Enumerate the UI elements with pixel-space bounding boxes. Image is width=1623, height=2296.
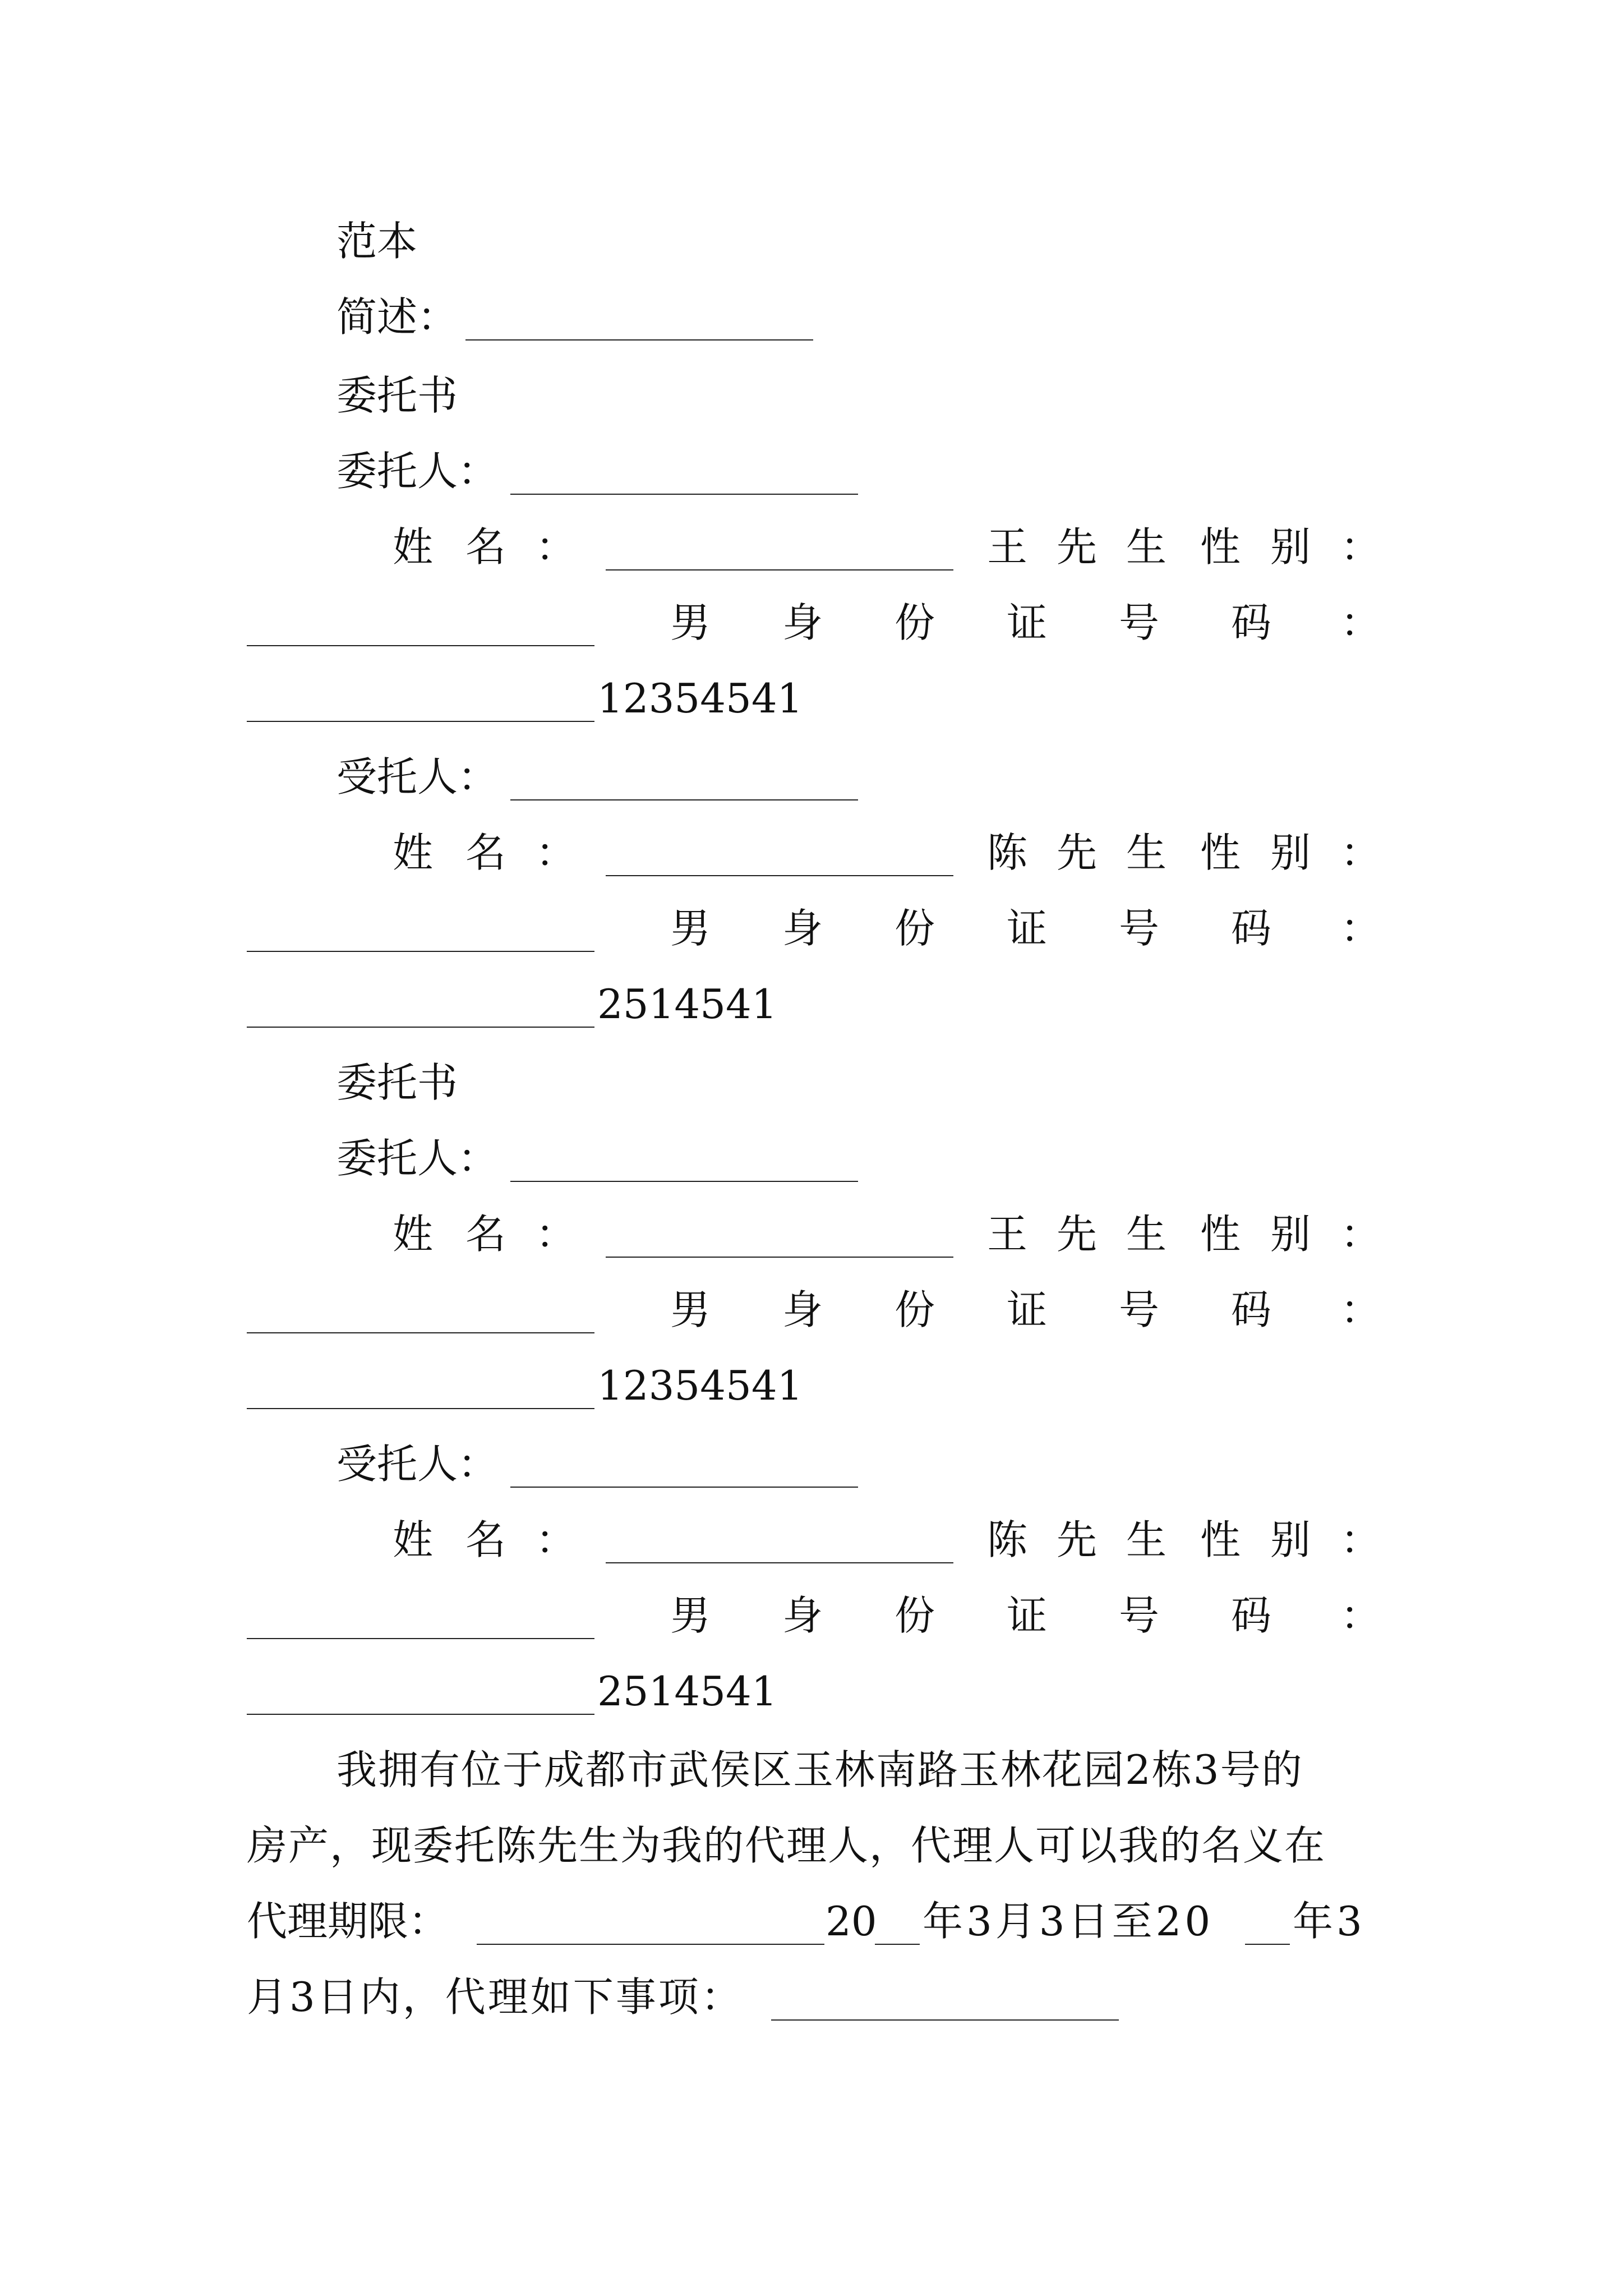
id-char-4: 号 (1119, 1286, 1160, 1333)
principal-label: 委托人： (336, 1135, 499, 1182)
agent-id: 2514541 (597, 1668, 777, 1715)
year-end-blank[interactable] (1245, 1944, 1290, 1945)
principal-id-line (0, 668, 1623, 729)
name-colon: ： (536, 1211, 577, 1258)
agent-name-line (0, 1509, 1623, 1571)
name-char-1: 姓 (393, 829, 434, 876)
agent-line (0, 746, 1623, 808)
gender-char-2: 别 (1270, 523, 1311, 570)
section-title: 委托书 (336, 372, 458, 419)
date-range-text: 年3月3日至20 (923, 1898, 1214, 1945)
id-colon: ： (1340, 1286, 1381, 1333)
principal-gender-blank[interactable] (247, 645, 594, 646)
principal-line (0, 1128, 1623, 1189)
id-char-5: 码 (1231, 905, 1272, 952)
principal-blank[interactable] (510, 1181, 858, 1182)
id-char-3: 证 (1007, 905, 1048, 952)
name-char-1: 姓 (393, 1211, 434, 1258)
section-title: 委托书 (336, 1059, 458, 1106)
gender-char-1: 性 (1200, 523, 1241, 570)
principal-name-blank[interactable] (606, 1257, 953, 1258)
body-line-1 (0, 1739, 1623, 1801)
agent-name: 陈先生 (987, 1516, 1196, 1563)
principal-name-blank[interactable] (606, 569, 953, 570)
agent-blank[interactable] (510, 799, 858, 800)
id-char-5: 码 (1231, 599, 1272, 646)
id-char-2: 份 (895, 905, 935, 952)
id-colon: ： (1340, 905, 1381, 952)
principal-id-blank[interactable] (247, 721, 594, 722)
body-line-4 (0, 1966, 1623, 2028)
period-blank[interactable] (477, 1944, 824, 1945)
gender-colon: ： (1340, 1516, 1381, 1563)
agent-label: 受托人： (336, 1441, 499, 1488)
agent-id-line (0, 1660, 1623, 1722)
agent-gender-blank[interactable] (247, 951, 594, 952)
principal-line (0, 440, 1623, 502)
summary-label: 简述： (336, 293, 458, 341)
gender-char-1: 性 (1200, 1516, 1241, 1563)
principal-gender: 男 (670, 1286, 711, 1333)
agent-label: 受托人： (336, 753, 499, 800)
principal-gender-blank[interactable] (247, 1332, 594, 1333)
id-char-4: 号 (1119, 905, 1160, 952)
name-char-2: 名 (465, 829, 506, 876)
gender-char-2: 别 (1270, 1516, 1311, 1563)
matters-blank[interactable] (771, 2019, 1119, 2021)
agent-id: 2514541 (597, 981, 777, 1028)
summary-blank[interactable] (465, 339, 813, 341)
gender-char-1: 性 (1200, 1211, 1241, 1258)
id-char-1: 身 (782, 599, 823, 646)
id-colon: ： (1340, 599, 1381, 646)
id-char-3: 证 (1007, 1592, 1048, 1639)
agent-gender: 男 (670, 1592, 711, 1639)
period-label: 代理期限： (247, 1898, 449, 1945)
section-title-line (0, 365, 1623, 426)
gender-char-1: 性 (1200, 829, 1241, 876)
principal-blank[interactable] (510, 494, 858, 495)
principal-label: 委托人： (336, 448, 499, 495)
name-colon: ： (536, 829, 577, 876)
agent-name-blank[interactable] (606, 875, 953, 876)
principal-gender: 男 (670, 599, 711, 646)
agent-name: 陈先生 (987, 829, 1196, 876)
body-text-4: 月3日内，代理如下事项： (247, 1973, 744, 2021)
id-char-1: 身 (782, 1286, 823, 1333)
principal-id: 12354541 (597, 675, 803, 722)
agent-gender-blank[interactable] (247, 1638, 594, 1639)
id-char-1: 身 (782, 905, 823, 952)
agent-gender-id-line (0, 1585, 1623, 1646)
agent-line (0, 1433, 1623, 1495)
document-heading: 范本 (336, 218, 418, 265)
id-char-1: 身 (782, 1592, 823, 1639)
gender-colon: ： (1340, 523, 1381, 570)
id-char-5: 码 (1231, 1592, 1272, 1639)
year-prefix-start: 20 (826, 1898, 877, 1945)
year-start-blank[interactable] (875, 1944, 920, 1945)
agent-id-line (0, 973, 1623, 1035)
summary-line (0, 286, 1623, 348)
agent-gender: 男 (670, 905, 711, 952)
id-char-4: 号 (1119, 599, 1160, 646)
id-char-3: 证 (1007, 1286, 1048, 1333)
name-colon: ： (536, 523, 577, 570)
body-line-3 (0, 1890, 1623, 1952)
name-char-1: 姓 (393, 1516, 434, 1563)
agent-gender-id-line (0, 898, 1623, 959)
name-char-1: 姓 (393, 523, 434, 570)
principal-id-line (0, 1355, 1623, 1416)
name-colon: ： (536, 1516, 577, 1563)
id-char-2: 份 (895, 599, 935, 646)
principal-name-line (0, 516, 1623, 578)
gender-char-2: 别 (1270, 1211, 1311, 1258)
principal-name: 王先生 (987, 523, 1196, 570)
id-char-5: 码 (1231, 1286, 1272, 1333)
gender-colon: ： (1340, 829, 1381, 876)
section-title-line (0, 1052, 1623, 1114)
heading-line (0, 210, 1623, 272)
agent-id-blank[interactable] (247, 1714, 594, 1715)
name-char-2: 名 (465, 1516, 506, 1563)
name-char-2: 名 (465, 1211, 506, 1258)
id-char-2: 份 (895, 1286, 935, 1333)
gender-colon: ： (1340, 1211, 1381, 1258)
id-char-4: 号 (1119, 1592, 1160, 1639)
agent-name-line (0, 822, 1623, 884)
body-text-2: 房产，现委托陈先生为我的代理人，代理人可以我的名义在 (247, 1822, 1326, 1869)
id-char-3: 证 (1007, 599, 1048, 646)
body-text-1: 我拥有位于成都市武侯区玉林南路玉林花园2栋3号的 (336, 1746, 1303, 1793)
agent-blank[interactable] (510, 1487, 858, 1488)
principal-name-line (0, 1203, 1623, 1265)
id-char-2: 份 (895, 1592, 935, 1639)
gender-char-2: 别 (1270, 829, 1311, 876)
agent-id-blank[interactable] (247, 1027, 594, 1028)
agent-name-blank[interactable] (606, 1562, 953, 1563)
name-char-2: 名 (465, 523, 506, 570)
principal-gender-id-line (0, 592, 1623, 654)
principal-id-blank[interactable] (247, 1408, 594, 1409)
principal-id: 12354541 (597, 1362, 803, 1409)
body-line-2 (0, 1815, 1623, 1876)
id-colon: ： (1340, 1592, 1381, 1639)
principal-gender-id-line (0, 1279, 1623, 1341)
principal-name: 王先生 (987, 1211, 1196, 1258)
date-end-text: 年3 (1293, 1898, 1366, 1945)
